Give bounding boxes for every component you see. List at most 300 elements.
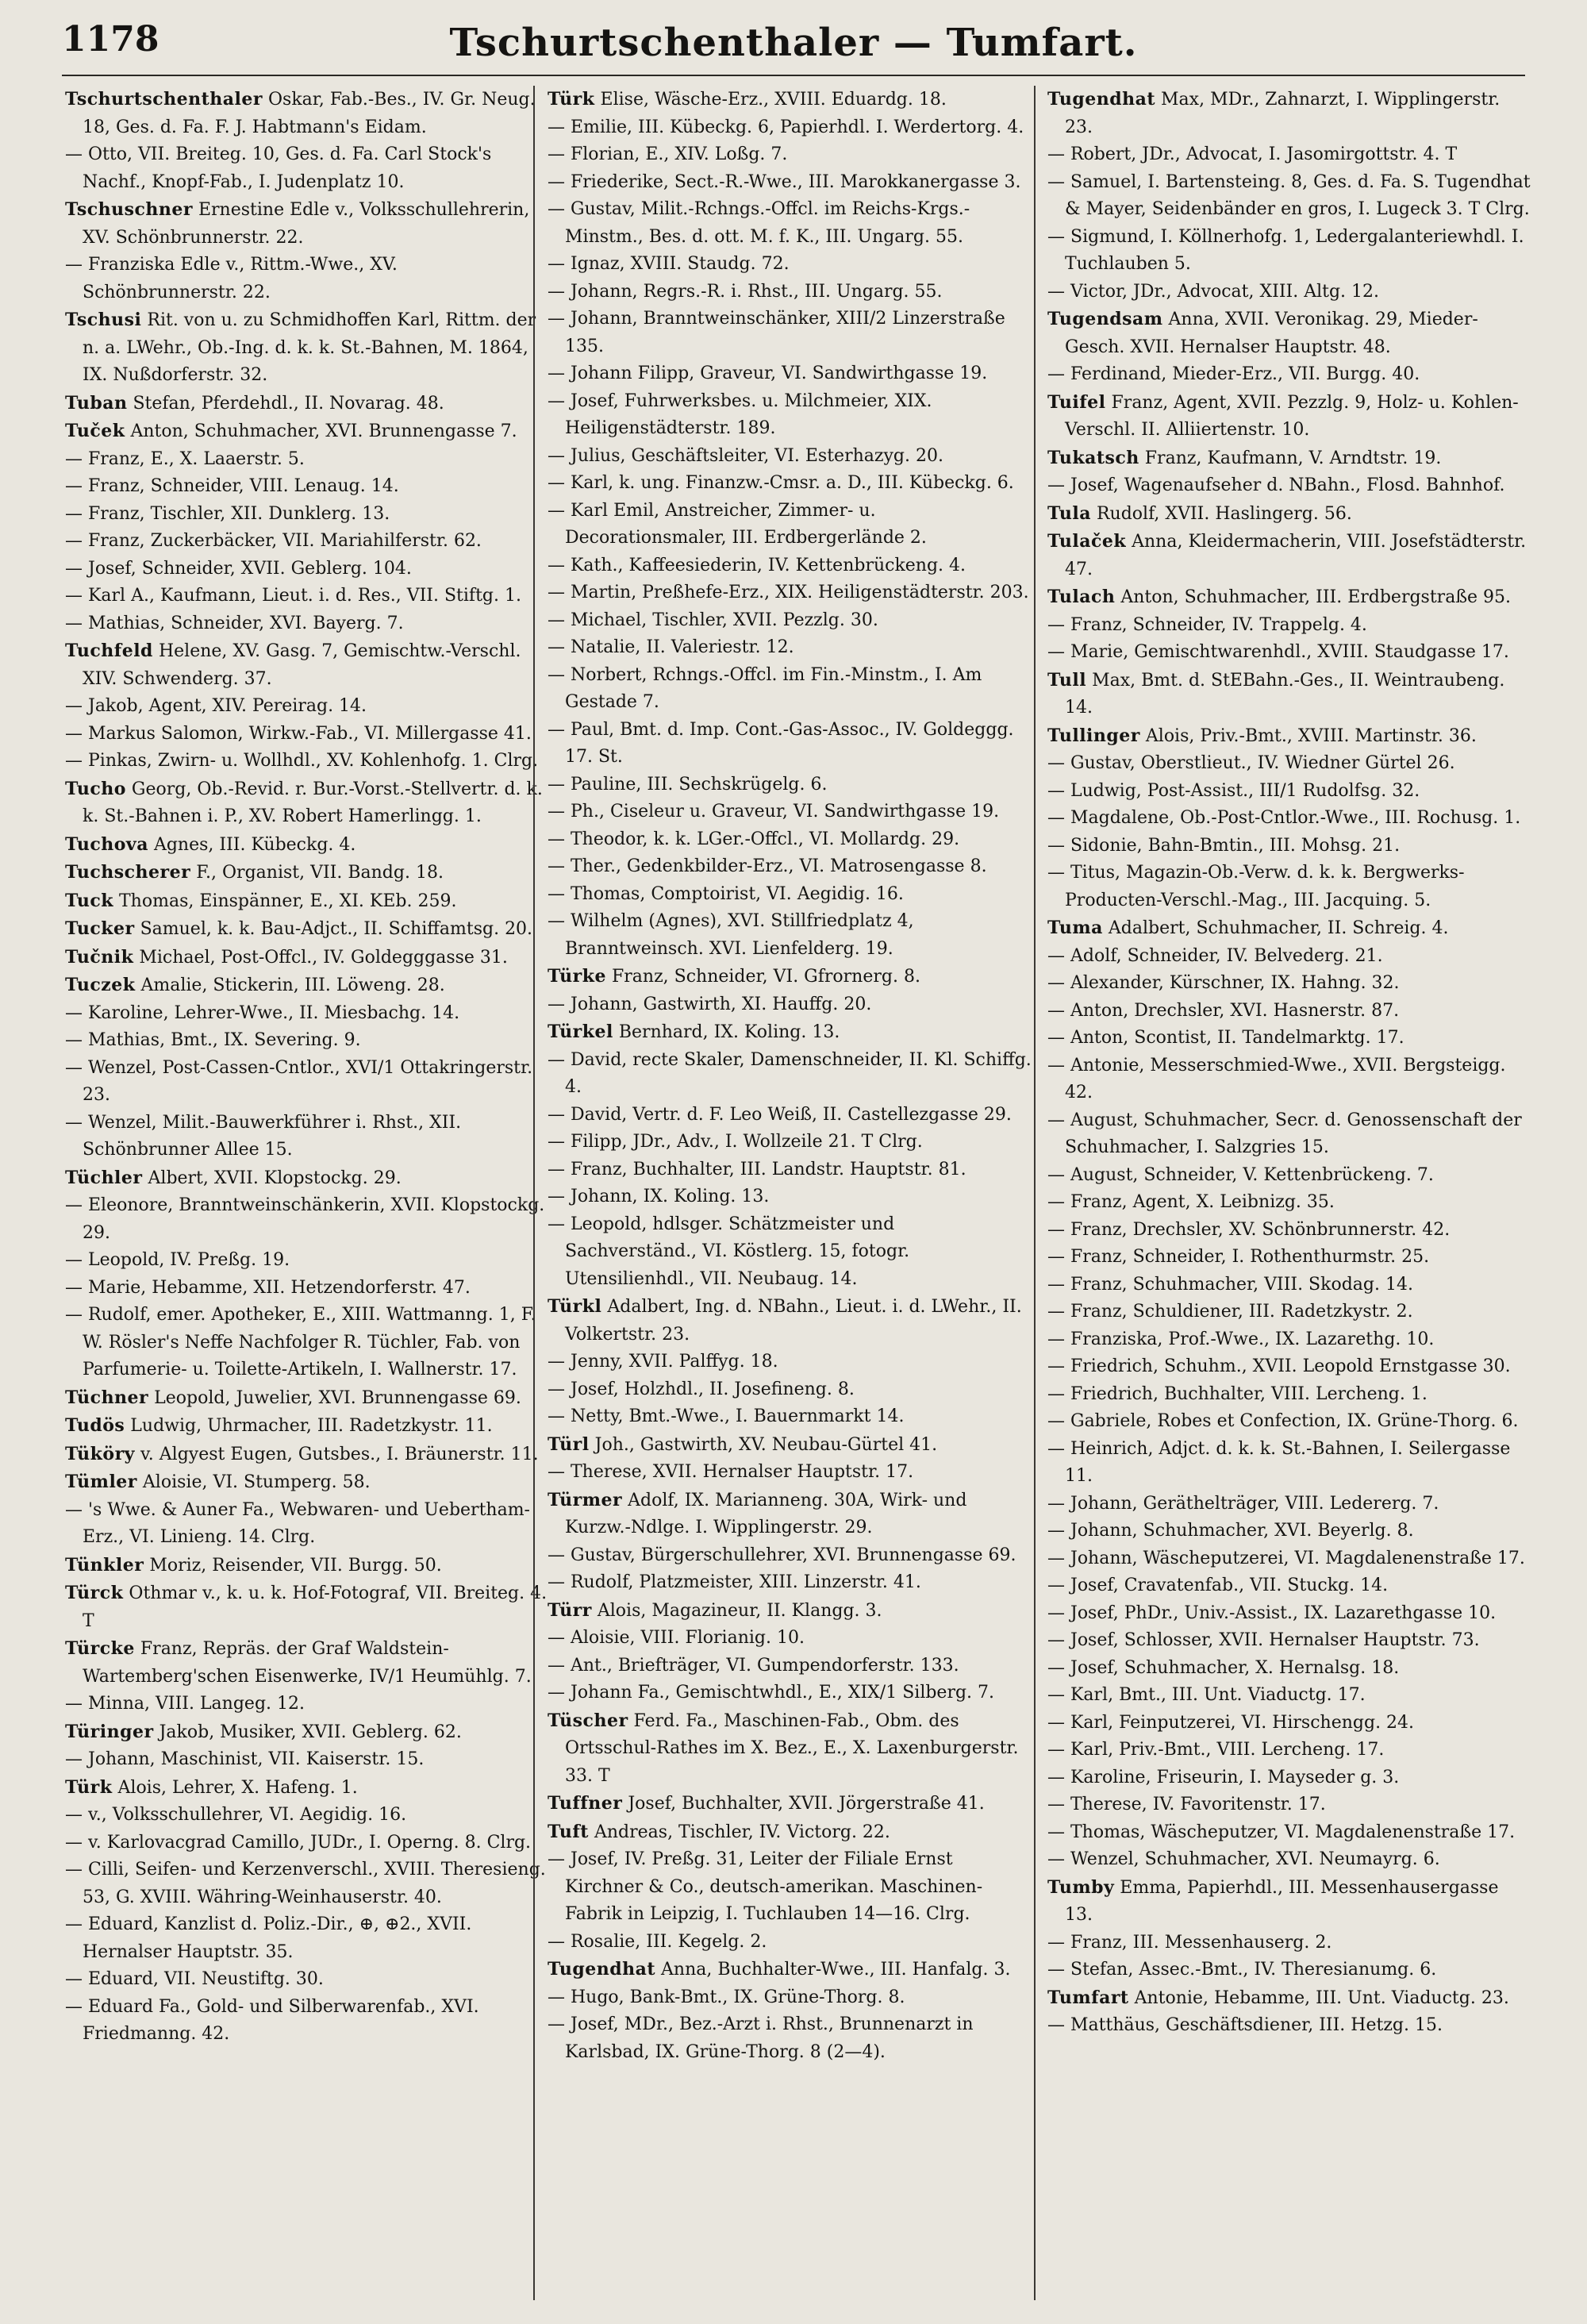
entry-text: Joh., Gastwirth, XV. Neubau-Gürtel 41. <box>594 1434 938 1455</box>
entry-text: — Ferdinand, Mieder-Erz., VII. Burgg. 40. <box>1047 364 1420 384</box>
directory-entry <box>65 1468 549 1497</box>
entry-text: Franz, Kaufmann, V. Arndtstr. 19. <box>1144 448 1442 468</box>
directory-entry <box>1047 1299 1531 1326</box>
entry-text: — Anton, Drechsler, XVI. Hasnerstr. 87. <box>1047 1000 1400 1021</box>
directory-entry <box>548 1487 1032 1542</box>
directory-entry <box>65 141 549 196</box>
directory-entry <box>548 771 1032 799</box>
directory-entry <box>548 1790 1032 1818</box>
directory-entry <box>65 1164 549 1193</box>
directory-entry <box>548 1211 1032 1294</box>
directory-entry <box>1047 750 1531 778</box>
directory-entry <box>65 1635 549 1691</box>
entry-text: — Mathias, Bmt., IX. Severing. 9. <box>65 1030 361 1050</box>
entry-text: — Franz, Agent, X. Leibnizg. 35. <box>1047 1192 1335 1212</box>
directory-entry <box>548 908 1032 963</box>
directory-entry <box>1047 1436 1531 1491</box>
entry-text: — Johann, IX. Koling. 13. <box>548 1187 770 1206</box>
entry-surname: Tünkler <box>65 1554 144 1576</box>
directory-entry <box>65 748 549 775</box>
directory-entry <box>548 1459 1032 1487</box>
directory-entry <box>1047 1655 1531 1683</box>
entry-text: — Ant., Briefträger, VI. Gumpendorferstr. 133. <box>548 1655 959 1676</box>
directory-entry <box>548 114 1032 142</box>
directory-entry <box>65 528 549 556</box>
directory-entry <box>548 1018 1032 1047</box>
directory-entry <box>548 1047 1032 1102</box>
entry-surname: Türk <box>65 1776 113 1798</box>
entry-text: — Josef, Cravatenfab., VII. Stuckg. 14. <box>1047 1576 1389 1595</box>
directory-entry <box>548 360 1032 388</box>
directory-entry <box>1047 1272 1531 1299</box>
directory-entry <box>1047 224 1531 279</box>
directory-entry <box>548 853 1032 881</box>
entry-text: — Josef, PhDr., Univ.-Assist., IX. Lazarethgasse 10. <box>1047 1603 1497 1623</box>
directory-entry <box>65 1384 549 1413</box>
directory-entry <box>548 717 1032 771</box>
entry-text: — Franz, Drechsler, XV. Schönbrunnerstr. 42. <box>1047 1219 1451 1240</box>
directory-entry <box>1047 306 1531 361</box>
directory-entry <box>548 1846 1032 1929</box>
directory-entry <box>548 1403 1032 1431</box>
entry-text: — David, recte Skaler, Damenschneider, II. Kl. Schiffg. 4. <box>548 1049 1032 1097</box>
entry-text: — Leopold, IV. Preßg. 19. <box>65 1250 290 1270</box>
running-head: Tschurtschenthaler — Tumfart. <box>449 21 1138 65</box>
entry-text: — Karl A., Kaufmann, Lieut. i. d. Res., VII. Stiftg. 1. <box>65 586 521 606</box>
entry-text: — Gustav, Milit.-Rchngs.-Offcl. im Reichs-Krgs.-Minstm., Bes. d. ott. M. f. K., III. Ungarg. 55. <box>548 199 970 247</box>
directory-entry <box>1047 1874 1531 1930</box>
directory-entry <box>1047 1189 1531 1217</box>
entry-text: — Natalie, II. Valeriestr. 12. <box>548 637 794 657</box>
entry-text: — v., Volksschullehrer, VI. Aegidig. 16. <box>65 1805 407 1825</box>
entry-text: — Gustav, Oberstlieut., IV. Wiedner Gürtel 26. <box>1047 753 1455 773</box>
directory-entry <box>548 1569 1032 1597</box>
entry-text: — Josef, Fuhrwerksbes. u. Milchmeier, XIX. Heiligenstädterstr. 189. <box>548 391 932 438</box>
entry-surname: Türk <box>548 89 595 110</box>
entry-surname: Tschusi <box>65 310 142 330</box>
directory-entry <box>1047 2012 1531 2040</box>
entry-text: — Franz, Tischler, XII. Dunklerg. 13. <box>65 503 390 524</box>
directory-entry <box>548 881 1032 909</box>
entry-surname: Tuchfeld <box>65 641 153 661</box>
entry-text: Alois, Priv.-Bmt., XVIII. Martinstr. 36. <box>1145 725 1477 746</box>
directory-entry <box>1047 860 1531 914</box>
entry-text: — Stefan, Assec.-Bmt., IV. Theresianumg. 6. <box>1047 1960 1437 1980</box>
directory-entry <box>65 721 549 748</box>
directory-entry <box>548 1102 1032 1129</box>
entry-text: — Magdalene, Ob.-Post-Cntlor.-Wwe., III. Rochusg. 1. <box>1047 808 1521 828</box>
directory-entry <box>65 1110 549 1164</box>
directory-entry <box>65 915 549 944</box>
entry-text: — Josef, MDr., Bez.-Arzt i. Rhst., Brunnenarzt in Karlsbad, IX. Grüne-Thorg. 8 (2—4). <box>548 2014 974 2062</box>
entry-text: — Karoline, Lehrer-Wwe., II. Miesbachg. 14. <box>65 1002 460 1023</box>
directory-entry <box>1047 1791 1531 1819</box>
directory-entry <box>548 1129 1032 1156</box>
entry-text: Franz, Repräs. der Graf Waldstein-Wartemberg'schen Eisenwerke, IV/1 Heumühlg. 7. <box>83 1639 532 1687</box>
entry-text: — Franz, Schneider, VIII. Lenaug. 14. <box>65 476 399 496</box>
entry-text: — Cilli, Seifen- und Kerzenverschl., XVIII. Theresieng. 53, G. XVIII. Währing-Weinhauserstr. 40. <box>65 1860 546 1907</box>
entry-text: — Minna, VIII. Langeg. 12. <box>65 1694 305 1714</box>
directory-entry <box>1047 1600 1531 1628</box>
entry-text: — Titus, Magazin-Ob.-Verw. d. k. k. Bergwerks-Producten-Verschl.-Mag., III. Jacquing. 5. <box>1047 863 1465 910</box>
entry-text: — Sidonie, Bahn-Bmtin., III. Mohsg. 21. <box>1047 835 1401 856</box>
entry-text: v. Algyest Eugen, Gutsbes., I. Bräunerstr. 11. <box>140 1444 539 1464</box>
entry-text: Jakob, Musiker, XVII. Geblerg. 62. <box>159 1722 462 1742</box>
entry-surname: Tukatsch <box>1047 447 1139 468</box>
entry-surname: Türke <box>548 966 606 987</box>
entry-text: — Friedrich, Schuhm., XVII. Leopold Ernstgasse 30. <box>1047 1356 1511 1376</box>
directory-entry <box>1047 444 1531 473</box>
entry-surname: Türl <box>548 1433 590 1455</box>
entry-text: — Alexander, Kürschner, IX. Hahng. 32. <box>1047 973 1400 993</box>
directory-entry <box>65 859 549 887</box>
entry-text: Ernestine Edle v., Volksschullehrerin, XV. Schönbrunnerstr. 22. <box>83 200 530 248</box>
directory-entry <box>548 607 1032 635</box>
entry-text: — Rudolf, Platzmeister, XIII. Linzerstr. 41. <box>548 1572 921 1592</box>
directory-entry <box>548 470 1032 498</box>
directory-entry <box>1047 1491 1531 1518</box>
entry-text: F., Organist, VII. Bandg. 18. <box>196 863 444 883</box>
directory-entry <box>65 972 549 1000</box>
entry-text: — Johann, Maschinist, VII. Kaiserstr. 15. <box>65 1749 425 1769</box>
directory-entry <box>548 1542 1032 1570</box>
entry-surname: Türr <box>548 1599 592 1621</box>
entry-text: Andreas, Tischler, IV. Victorg. 22. <box>594 1822 890 1842</box>
entry-text: Thomas, Einspänner, E., XI. KEb. 259. <box>119 891 457 911</box>
entry-surname: Tuma <box>1047 918 1103 938</box>
directory-entry <box>65 637 549 693</box>
entry-text: — Josef, Schlosser, XVII. Hernalser Hauptstr. 73. <box>1047 1630 1480 1650</box>
entry-surname: Tüköry <box>65 1443 135 1464</box>
directory-entry <box>1047 361 1531 389</box>
entry-text: — August, Schuhmacher, Secr. d. Genossenschaft der Schuhmacher, I. Salzgries 15. <box>1047 1110 1522 1157</box>
entry-text: Franz, Agent, XVII. Pezzlg. 9, Holz- u. Kohlen-Verschl. II. Alliiertenstr. 10. <box>1065 392 1519 440</box>
entry-text: — Therese, IV. Favoritenstr. 17. <box>1047 1795 1326 1814</box>
entry-text: — Eduard Fa., Gold- und Silberwarenfab., XVI. Friedmanng. 42. <box>65 1996 479 2044</box>
entry-surname: Tuft <box>548 1821 589 1842</box>
directory-entry <box>1047 1710 1531 1737</box>
entry-text: — Wenzel, Milit.-Bauwerkführer i. Rhst., XII. Schönbrunner Allee 15. <box>65 1112 462 1160</box>
directory-entry <box>65 693 549 721</box>
directory-entry <box>65 1966 549 1994</box>
directory-entry <box>548 306 1032 360</box>
directory-entry <box>1047 970 1531 998</box>
directory-entry <box>548 798 1032 826</box>
directory-entry <box>1047 86 1531 141</box>
directory-entry <box>1047 1518 1531 1545</box>
entry-text: Agnes, III. Kübeckg. 4. <box>153 834 356 855</box>
directory-entry <box>548 1653 1032 1680</box>
entry-text: — Filipp, JDr., Adv., I. Wollzeile 21. T Clrg. <box>548 1132 923 1152</box>
entry-text: — Karl, Feinputzerei, VI. Hirschengg. 24. <box>1047 1712 1415 1733</box>
directory-entry <box>1047 778 1531 806</box>
entry-surname: Tucho <box>65 778 126 799</box>
entry-text: — Karl, Priv.-Bmt., VIII. Lercheng. 17. <box>1047 1740 1385 1760</box>
column-3 <box>1047 86 1531 2300</box>
directory-entry <box>65 1552 549 1580</box>
entry-text: — Heinrich, Adjct. d. k. k. St.-Bahnen, I. Seilergasse 11. <box>1047 1438 1511 1486</box>
entry-text: Stefan, Pferdehdl., II. Novarag. 48. <box>133 393 444 414</box>
directory-entry <box>1047 1381 1531 1409</box>
entry-text: Rudolf, XVII. Haslingerg. 56. <box>1096 503 1352 524</box>
directory-entry <box>1047 500 1531 529</box>
entry-text: Josef, Buchhalter, XVII. Jörgerstraße 41. <box>628 1794 985 1814</box>
directory-entry <box>65 556 549 583</box>
entry-text: — Franz, E., X. Laaerstr. 5. <box>65 448 305 469</box>
entry-text: — Florian, E., XIV. Loßg. 7. <box>548 144 788 164</box>
entry-text: — Marie, Hebamme, XII. Hetzendorferstr. 47. <box>65 1277 471 1298</box>
directory-entry <box>1047 998 1531 1025</box>
entry-text: — Otto, VII. Breiteg. 10, Ges. d. Fa. Carl Stock's Nachf., Knopf-Fab., I. Judenplatz 10. <box>65 144 492 192</box>
entry-text: — Martin, Preßhefe-Erz., XIX. Heiligenstädterstr. 203. <box>548 583 1029 602</box>
entry-surname: Tüchler <box>65 1167 143 1188</box>
directory-entry <box>65 1000 549 1028</box>
directory-entry <box>548 1929 1032 1957</box>
entry-text: — Johann, Regrs.-R. i. Rhst., III. Ungarg. 55. <box>548 281 943 302</box>
entry-surname: Tugendhat <box>1047 89 1156 110</box>
directory-entry <box>65 252 549 306</box>
entry-text: Alois, Magazineur, II. Klangg. 3. <box>597 1600 882 1621</box>
directory-entry <box>548 1293 1032 1349</box>
directory-entry <box>548 1818 1032 1847</box>
entry-surname: Tümler <box>65 1472 137 1492</box>
entry-text: — Jenny, XVII. Palffyg. 18. <box>548 1352 778 1372</box>
directory-entry <box>65 1746 549 1774</box>
directory-entry <box>65 1774 549 1803</box>
header-rule <box>62 75 1525 76</box>
entry-surname: Tula <box>1047 502 1091 524</box>
entry-text: — Josef, Schneider, XVII. Geblerg. 104. <box>65 558 412 579</box>
directory-entry <box>65 831 549 860</box>
entry-text: — Theodor, k. k. LGer.-Offcl., VI. Mollardg. 29. <box>548 829 960 849</box>
entry-text: Aloisie, VI. Stumperg. 58. <box>142 1472 371 1492</box>
entry-text: — 's Wwe. & Auner Fa., Webwaren- und Uebertham-Erz., VI. Linieng. 14. Clrg. <box>65 1499 530 1547</box>
entry-text: — Robert, JDr., Advocat, I. Jasomirgottstr. 4. T <box>1047 144 1458 164</box>
directory-entry <box>65 1579 549 1635</box>
entry-text: — Michael, Tischler, XVII. Pezzlg. 30. <box>548 610 878 630</box>
entry-text: — Ph., Ciseleur u. Graveur, VI. Sandwirthgasse 19. <box>548 802 1000 821</box>
entry-text: Moriz, Reisender, VII. Burgg. 50. <box>149 1555 442 1576</box>
entry-surname: Türkl <box>548 1296 602 1317</box>
directory-entry <box>1047 528 1531 583</box>
entry-text: Amalie, Stickerin, III. Löweng. 28. <box>140 975 445 995</box>
entry-text: — Josef, Wagenaufseher d. NBahn., Flosd. Bahnhof. <box>1047 475 1505 495</box>
entry-text: — Wilhelm (Agnes), XVI. Stillfriedplatz 4, Branntweinsch. XVI. Lienfelderg. 19. <box>548 911 914 959</box>
entry-text: — Franz, Schuldiener, III. Radetzkystr. 2. <box>1047 1302 1413 1322</box>
entry-text: — Ludwig, Post-Assist., III/1 Rudolfsg. 32. <box>1047 780 1420 801</box>
entry-text: — Friederike, Sect.-R.-Wwe., III. Marokkanergasse 3. <box>548 171 1021 192</box>
entry-text: Oskar, Fab.-Bes., IV. Gr. Neug. 18, Ges. d. Fa. F. J. Habtmann's Eidam. <box>83 90 536 137</box>
directory-entry <box>548 1707 1032 1791</box>
entry-surname: Türkel <box>548 1022 613 1042</box>
directory-entry <box>1047 722 1531 751</box>
directory-entry <box>1047 1162 1531 1190</box>
directory-entry <box>1047 1326 1531 1354</box>
entry-text: Adalbert, Ing. d. NBahn., Lieut. i. d. LWehr., II. Volkertstr. 23. <box>565 1297 1022 1345</box>
entry-surname: Türck <box>65 1583 124 1603</box>
entry-text: — Pauline, III. Sechskrügelg. 6. <box>548 774 828 795</box>
entry-surname: Tulach <box>1047 587 1116 607</box>
entry-text: — Johann Filipp, Graveur, VI. Sandwirthgasse 19. <box>548 364 988 383</box>
directory-entry <box>65 390 549 418</box>
entry-text: — Eduard, VII. Neustiftg. 30. <box>65 1969 324 1989</box>
entry-text: — Thomas, Comptoirist, VI. Aegidig. 16. <box>548 883 904 904</box>
entry-text: — Johann Fa., Gemischtwhdl., E., XIX/1 Silberg. 7. <box>548 1683 995 1703</box>
entry-text: — Karoline, Friseurin, I. Mayseder g. 3. <box>1047 1767 1400 1787</box>
directory-entry <box>1047 472 1531 500</box>
directory-entry <box>65 887 549 916</box>
entry-text: — Karl Emil, Anstreicher, Zimmer- u. Decorationsmaler, III. Erdbergerlände 2. <box>548 500 927 548</box>
directory-entry <box>65 944 549 972</box>
directory-entry <box>65 1302 549 1384</box>
entry-text: — Marie, Gemischtwarenhdl., XVIII. Staudgasse 17. <box>1047 642 1509 662</box>
directory-entry <box>548 826 1032 854</box>
entry-text: — Franziska, Prof.-Wwe., IX. Lazarethg. 10. <box>1047 1329 1435 1349</box>
entry-text: Rit. von u. zu Schmidhoffen Karl, Rittm. der n. a. LWehr., Ob.-Ing. d. k. k. St.-Bahnen, M. 1864, IX. Nußdorferstr. 32. <box>83 310 536 385</box>
entry-text: Adolf, IX. Marianneng. 30A, Wirk- und Kurzw.-Ndlge. I. Wipplingerstr. 29. <box>565 1490 967 1537</box>
directory-entry <box>65 583 549 610</box>
entry-text: Emma, Papierhdl., III. Messenhausergasse 13. <box>1065 1877 1499 1925</box>
entry-text: — Ther., Gedenkbilder-Erz., VI. Matrosengasse 8. <box>548 856 987 876</box>
directory-entry <box>65 1497 549 1552</box>
entry-surname: Tuchova <box>65 833 148 855</box>
entry-surname: Tuček <box>65 421 125 441</box>
directory-entry <box>1047 1244 1531 1272</box>
entry-surname: Tuffner <box>548 1793 623 1814</box>
entry-text: — Franz, Schuhmacher, VIII. Skodag. 14. <box>1047 1274 1413 1295</box>
directory-entry <box>1047 1737 1531 1764</box>
directory-entry <box>1047 1957 1531 1984</box>
directory-entry <box>65 1691 549 1718</box>
directory-entry <box>548 1156 1032 1184</box>
entry-text: — Netty, Bmt.-Wwe., I. Bauernmarkt 14. <box>548 1406 905 1426</box>
directory-entry <box>65 1027 549 1055</box>
entry-surname: Tugendsam <box>1047 309 1163 329</box>
directory-entry <box>548 579 1032 607</box>
entry-surname: Tschuschner <box>65 199 193 220</box>
entry-text: — Rosalie, III. Kegelg. 2. <box>548 1931 767 1952</box>
entry-surname: Türcke <box>65 1638 135 1659</box>
entry-text: Anton, Schuhmacher, XVI. Brunnengasse 7. <box>130 421 517 441</box>
directory-entry <box>65 1247 549 1275</box>
directory-entry <box>548 1984 1032 2012</box>
directory-entry <box>548 662 1032 717</box>
entry-text: — Franziska Edle v., Rittm.-Wwe., XV. Schönbrunnerstr. 22. <box>65 255 398 302</box>
entry-surname: Tüchner <box>65 1387 149 1408</box>
entry-text: — Norbert, Rchngs.-Offcl. im Fin.-Minstm., I. Am Gestade 7. <box>548 664 982 712</box>
directory-entry <box>1047 279 1531 306</box>
entry-text: — Josef, Schuhmacher, X. Hernalsg. 18. <box>1047 1657 1400 1678</box>
entry-text: Anna, XVII. Veronikag. 29, Mieder-Gesch. XVII. Hernalser Hauptstr. 48. <box>1065 310 1478 357</box>
directory-entry <box>548 169 1032 197</box>
entry-text: — v. Karlovacgrad Camillo, JUDr., I. Operng. 8. Clrg. <box>65 1832 532 1853</box>
entry-surname: Tschurtschenthaler <box>65 89 263 110</box>
directory-entry <box>65 306 549 390</box>
entry-text: — Thomas, Wäscheputzer, VI. Magdalenenstraße 17. <box>1047 1822 1516 1842</box>
directory-entry <box>65 1441 549 1469</box>
entry-surname: Tuifel <box>1047 391 1106 413</box>
entry-text: — Anton, Scontist, II. Tandelmarktg. 17. <box>1047 1028 1404 1048</box>
directory-entry <box>65 1857 549 1911</box>
entry-text: Samuel, k. k. Bau-Adjct., II. Schiffamtsg. 20. <box>140 919 533 939</box>
entry-text: Anton, Schuhmacher, III. Erdbergstraße 95. <box>1120 587 1512 607</box>
directory-entry <box>1047 667 1531 722</box>
directory-entry <box>65 417 549 446</box>
directory-entry <box>1047 1984 1531 2013</box>
directory-entry <box>1047 639 1531 667</box>
entry-text: Anna, Buchhalter-Wwe., III. Hanfalg. 3. <box>661 1960 1011 1980</box>
directory-entry <box>1047 1682 1531 1710</box>
entry-text: — Emilie, III. Kübeckg. 6, Papierhdl. I. Werdertorg. 4. <box>548 117 1024 137</box>
entry-text: — Johann, Gastwirth, XI. Hauffg. 20. <box>548 994 872 1014</box>
directory-entry <box>548 141 1032 169</box>
column-divider-2 <box>1034 86 1036 2300</box>
directory-entry <box>1047 389 1531 444</box>
directory-entry <box>65 1275 549 1302</box>
entry-surname: Türmer <box>548 1489 623 1510</box>
entry-text: — Johann, Branntweinschänker, XIII/2 Linzerstraße 135. <box>548 309 1005 356</box>
entry-surname: Tüscher <box>548 1710 628 1731</box>
directory-entry <box>65 775 549 831</box>
directory-entry <box>65 473 549 501</box>
directory-entry <box>548 1625 1032 1653</box>
directory-entry <box>1047 1353 1531 1381</box>
entry-text: — Gustav, Bürgerschullehrer, XVI. Brunnengasse 69. <box>548 1545 1016 1565</box>
directory-entry <box>65 610 549 638</box>
entry-text: Max, MDr., Zahnarzt, I. Wipplingerstr. 23. <box>1065 90 1501 137</box>
entry-text: — Antonie, Messerschmied-Wwe., XVII. Bergsteigg. 42. <box>1047 1055 1506 1102</box>
directory-entry <box>1047 1107 1531 1162</box>
entry-text: — Victor, JDr., Advocat, XIII. Altg. 12. <box>1047 281 1380 302</box>
directory-entry <box>548 279 1032 306</box>
entry-text: — Gabriele, Robes et Confection, IX. Grüne-Thorg. 6. <box>1047 1411 1519 1431</box>
entry-text: — Wenzel, Post-Cassen-Cntlor., XVI/1 Ottakringerstr. 23. <box>65 1057 533 1105</box>
directory-entry <box>548 2011 1032 2066</box>
directory-entry <box>65 196 549 252</box>
entry-text: Max, Bmt. d. StEBahn.-Ges., II. Weintraubeng. 14. <box>1065 670 1505 718</box>
directory-entry <box>548 1183 1032 1211</box>
entry-text: Othmar v., k. u. k. Hof-Fotograf, VII. Breiteg. 4. T <box>83 1583 548 1631</box>
entry-text: — Pinkas, Zwirn- u. Wollhdl., XV. Kohlenhofg. 1. Clrg. <box>65 751 539 771</box>
directory-entry <box>548 251 1032 279</box>
entry-text: — Josef, IV. Preßg. 31, Leiter der Filiale Ernst Kirchner & Co., deutsch-amerikan. Maschinen-Fabrik in Leipzig, I. Tuchlauben 14—16. Clrg. <box>548 1849 983 1924</box>
directory-entry <box>1047 169 1531 224</box>
entry-text: — Eleonore, Branntweinschänkerin, XVII. Klopstockg. 29. <box>65 1195 545 1243</box>
column-2 <box>548 86 1032 2300</box>
entry-text: Albert, XVII. Klopstockg. 29. <box>148 1168 402 1188</box>
entry-text: — Karl, k. ung. Finanzw.-Cmsr. a. D., III. Kübeckg. 6. <box>548 473 1014 493</box>
entry-text: — Friedrich, Buchhalter, VIII. Lercheng. 1. <box>1047 1383 1428 1404</box>
entry-text: Georg, Ob.-Revid. r. Bur.-Vorst.-Stellvertr. d. k. k. St.-Bahnen i. P., XV. Robert Hamerlingg. 1. <box>83 779 543 826</box>
directory-entry <box>548 1431 1032 1460</box>
entry-text: Antonie, Hebamme, III. Unt. Viaductg. 23. <box>1134 1987 1509 2008</box>
directory-entry <box>548 388 1032 443</box>
entry-text: — Markus Salomon, Wirkw.-Fab., VI. Millergasse 41. <box>65 723 532 744</box>
directory-entry <box>1047 1627 1531 1655</box>
entry-text: — Ignaz, XVIII. Staudg. 72. <box>548 254 790 274</box>
entry-surname: Tučnik <box>65 946 134 968</box>
directory-entry <box>548 991 1032 1019</box>
entry-text: — Rudolf, emer. Apotheker, E., XIII. Wattmanng. 1, F. W. Rösler's Neffe Nachfolger R. Tüchler, Fab. von Parfumerie- u. Toilette-Artikeln, I. Wallnerstr. 17. <box>65 1305 536 1379</box>
entry-surname: Tucker <box>65 918 135 939</box>
directory-entry <box>548 963 1032 991</box>
directory-entry <box>1047 612 1531 640</box>
entry-text: Franz, Schneider, VI. Gfrornerg. 8. <box>612 967 920 987</box>
entry-text: — Johann, Geräthelträger, VIII. Ledererg. 7. <box>1047 1493 1439 1514</box>
entry-text: — Franz, Zuckerbäcker, VII. Mariahilferstr. 62. <box>65 531 482 551</box>
entry-surname: Tumby <box>1047 1876 1115 1898</box>
entry-surname: Tudös <box>65 1415 125 1436</box>
